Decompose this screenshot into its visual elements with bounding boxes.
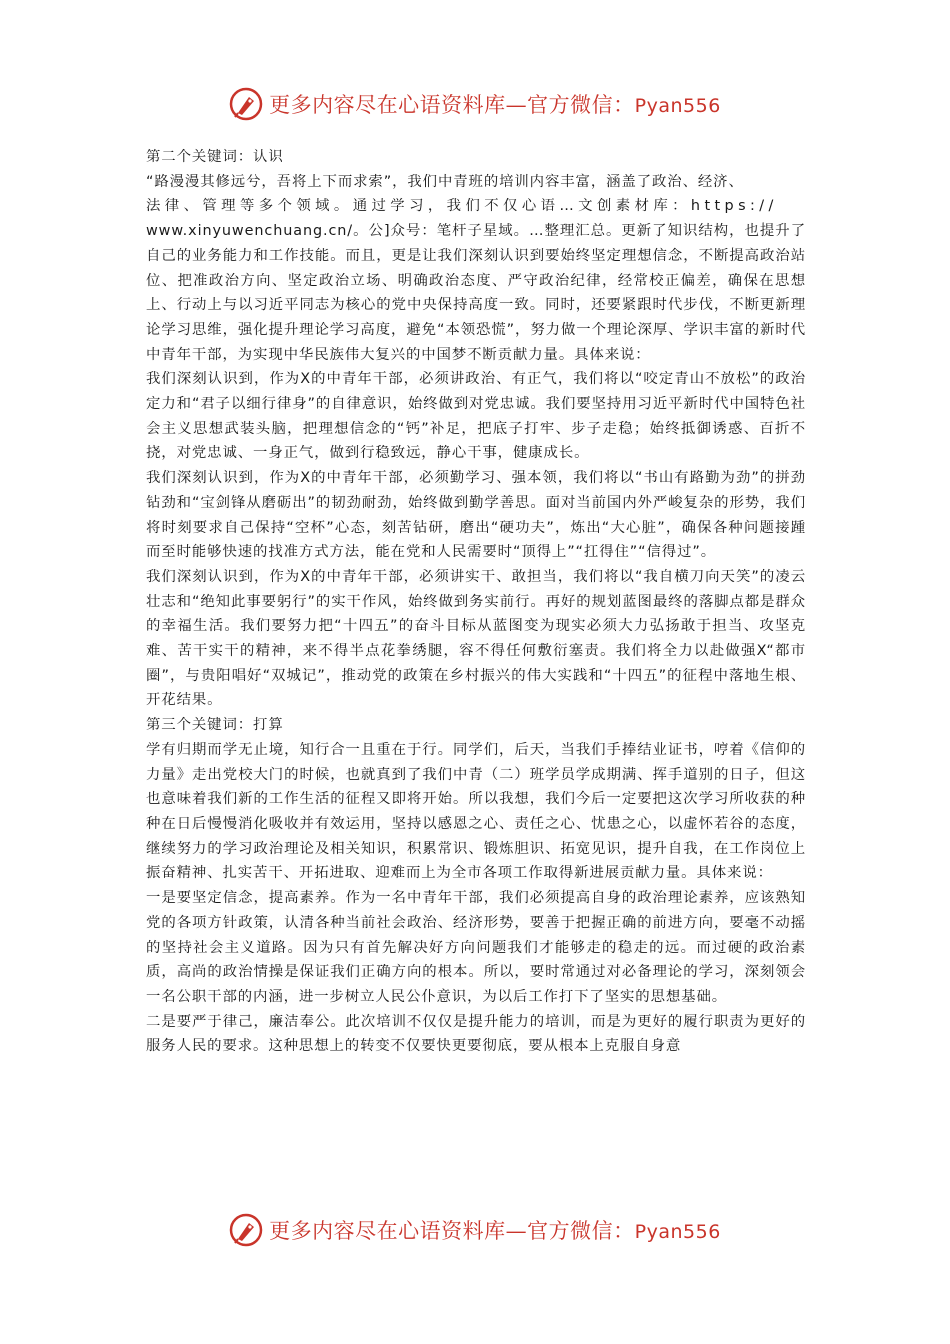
section-heading-2: 第二个关键词：认识 — [146, 149, 284, 165]
paragraph-text: www.xinyuwenchuang.cn/。公]众号：笔杆子星域。…整理汇总。更新了知识结构，也提升了自己的业务能力和工作技能。而且，更是让我们深刻认识到要始终坚定理想信念，不断提高政治站位、把准政治方向、坚定政治立场、明确政治态度、严守政治纪律，经常校正偏差，确保在思想上、行动上与以习近平同志为核心的党中央保持高度一致。同时，还要紧跟时代步伐，不断更新理论学习思维，强化提升理论学习高度，避免“本领恐慌”，努力做一个理论深厚、学识丰富的新时代中青年干部，为实现中华民族伟大复兴的中国梦不断贡献力量。具体来说： — [146, 223, 806, 363]
header-banner — [0, 84, 950, 124]
footer-banner-label: 更多内容尽在心语资料库—官方微信： — [269, 1219, 635, 1243]
pen-nib-icon — [229, 1213, 263, 1247]
paragraph: 学有归期而学无止境，知行合一且重在于行。同学们，后天，当我们手捧结业证书，哼着《信仰的力量》走出党校大门的时候，也就真到了我们中青（二）班学员学成期满、挥手道别的日子，但这也意味着我们新的工作生活的征程又即将开始。所以我想，我们今后一定要把这次学习所收获的种种在日后慢慢消化吸收并有效运用，坚持以感恩之心、责任之心、忧患之心，以虚怀若谷的态度，继续努力的学习政治理论及相关知识，积累常识、锻炼胆识、拓宽见识，提升自我，在工作岗位上振奋精神、扎实苦干、开拓进取、迎难而上为全市各项工作取得新进展贡献力量。具体来说： — [146, 741, 806, 882]
pen-nib-icon — [229, 87, 263, 121]
section-heading-3: 第三个关键词：打算 — [146, 717, 284, 734]
document-body — [146, 145, 806, 1193]
footer-banner — [0, 1210, 950, 1250]
paragraph: 我们深刻认识到，作为X的中青年干部，必须讲实干、敢担当，我们将以“我自横刀向天笑”的凌云壮志和“绝知此事要躬行”的实干作风，始终做到务实前行。再好的规划蓝图最终的落脚点都是群众的幸福生活。我们要努力把“十四五”的奋斗目标从蓝图变为现实必须大力弘扬敢于担当、攻坚克难、苦干实干的精神，来不得半点花拳绣腿，容不得任何敷衍塞责。我们将全力以赴做强X“都市圈”，与贵阳唱好“双城记”，推动党的政策在乡村振兴的伟大实践和“十四五”的征程中落地生根、开花结果。 — [146, 568, 806, 709]
header-wechat-id: Pyan556 — [634, 95, 721, 117]
paragraph-line: “路漫漫其修远兮，吾将上下而求索”，我们中青班的培训内容丰富，涵盖了政治、经济、 — [146, 173, 744, 190]
header-banner-label: 更多内容尽在心语资料库—官方微信： — [269, 93, 635, 117]
paragraph: 我们深刻认识到，作为X的中青年干部，必须讲政治、有正气，我们将以“咬定青山不放松”的政治定力和“君子以细行律身”的自律意识，始终做到对党忠诚。我们要坚持用习近平新时代中国特色社会主义思想武装头脑，把理想信念的“钙”补足，把底子打牢、步子走稳；始终抵御诱惑、百折不挠，对党忠诚、一身正气，做到行稳致远，静心干事，健康成长。 — [146, 371, 806, 462]
header-banner-text — [269, 89, 721, 119]
paragraph: 二是要严于律己，廉洁奉公。此次培训不仅仅是提升能力的培训，而是为更好的履行职责为更好的服务人民的要求。这种思想上的转变不仅要快更要彻底，要从根本上克服自身意 — [146, 1013, 806, 1055]
paragraph: 一是要坚定信念，提高素养。作为一名中青年干部，我们必须提高自身的政治理论素养，应该熟知党的各项方针政策，认清各种当前社会政治、经济形势，要善于把握正确的前进方向，要毫不动摇的坚持社会主义道路。因为只有首先解决好方向问题我们才能够走的稳走的远。而过硬的政治素质，高尚的政治情操是保证我们正确方向的根本。所以，要时常通过对必备理论的学习，深刻领会一名公职干部的内涵，进一步树立人民公仆意识，为以后工作打下了坚实的思想基础。 — [146, 890, 806, 1005]
paragraph: 我们深刻认识到，作为X的中青年干部，必须勤学习、强本领，我们将以“书山有路勤为劲”的拼劲钻劲和“宝剑锋从磨砺出”的韧劲耐劲，始终做到勤学善思。面对当前国内外严峻复杂的形势，我们将时刻要求自己保持“空杯”心态，刻苦钻研，磨出“硬功夫”，炼出“大心脏”，确保各种问题接踵而至时能够快速的找准方式方法，能在党和人民需要时“顶得上”“扛得住”“信得过”。 — [146, 470, 806, 561]
paragraph — [146, 170, 806, 368]
footer-wechat-id: Pyan556 — [634, 1221, 721, 1243]
paragraph-line: 法律、管理等多个领域。通过学习，我们不仅心语…文创素材库：https:// — [146, 198, 778, 215]
footer-banner-text — [269, 1215, 721, 1245]
